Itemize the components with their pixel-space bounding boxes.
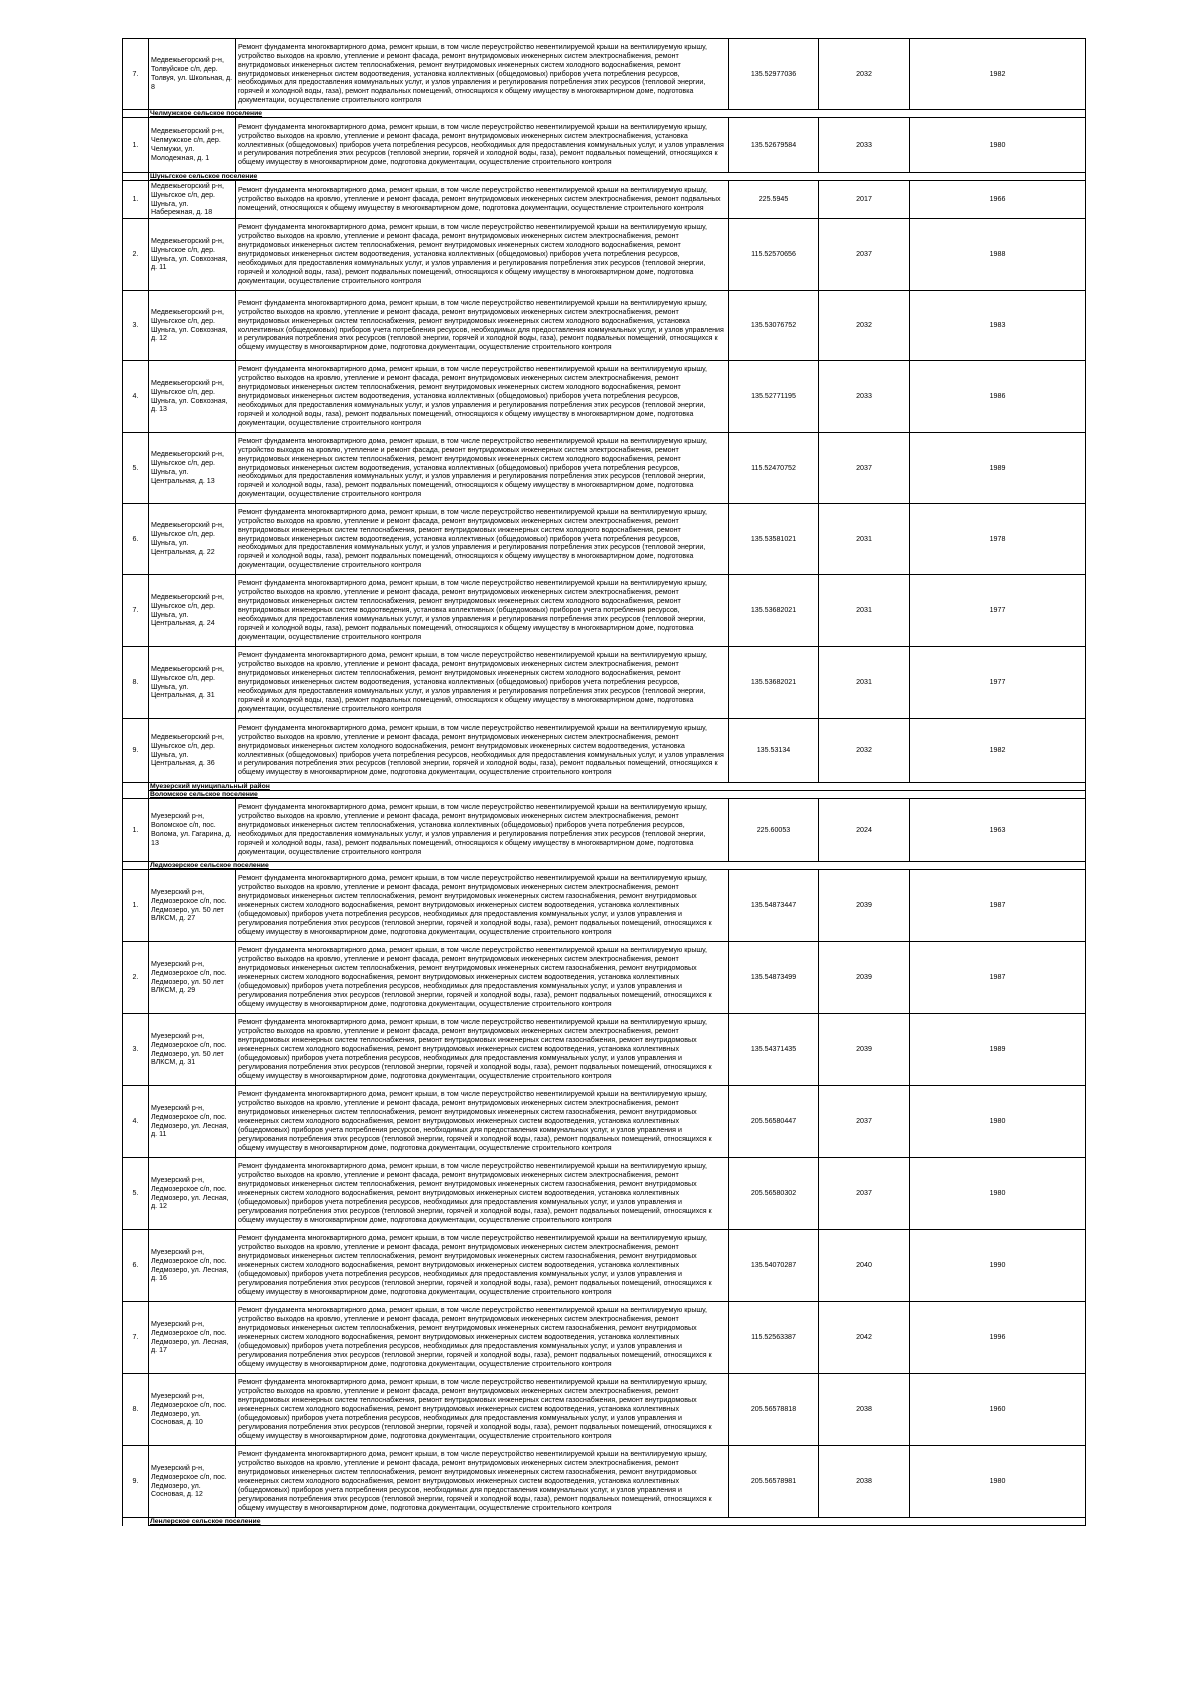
address-cell: Муезерский р-н, Ледмозерское с/п, пос. Ледмозеро, ул. Лесная, д. 12 [149, 1158, 236, 1230]
cost-cell: 225.60053 [729, 799, 819, 862]
planned-year-cell: 2033 [819, 118, 910, 173]
work-description-cell: Ремонт фундамента многоквартирного дома, ремонт крыши, в том числе переустройство невентилируемой крыши на вентилируемую крышу, устройство выходов на кровлю, утепление и ремонт фасада, ремонт внутридомовых инженерных систем электроснабжения, ремонт внутридомовых инженерных систем теплоснабжения, ремонт внутридомовых инженерных систем газоснабжения, ремонт внутридомовых инженерных систем холодного водоснабжения, ремонт внутридомовых инженерных систем водоотведения, установка коллективных (общедомовых) приборов учета потребления ресурсов, необходимых для предоставления коммунальных услуг, и узлов управления и регулирования потребления этих ресурсов (тепловой энергии, горячей и холодной воды, газа), ремонт подвальных помещений, относящихся к общему имуществу в многоквартирном доме, подготовка документации, осуществление строительного контроля [236, 1014, 729, 1086]
planned-year-cell: 2039 [819, 942, 910, 1014]
address-cell: Медвежьегорский р-н, Шуньгское с/п, дер. Шуньга, ул. Центральная, д. 31 [149, 647, 236, 719]
planned-year-cell: 2042 [819, 1302, 910, 1374]
build-year-cell: 1980 [910, 1086, 1086, 1158]
build-year-cell: 1989 [910, 1014, 1086, 1086]
work-description-cell: Ремонт фундамента многоквартирного дома, ремонт крыши, в том числе переустройство невентилируемой крыши на вентилируемую крышу, устройство выходов на кровлю, утепление и ремонт фасада, ремонт внутридомовых инженерных систем электроснабжения, ремонт внутридомовых инженерных систем теплоснабжения, ремонт внутридомовых инженерных систем холодного водоснабжения, установка коллективных (общедомовых) приборов учета потребления ресурсов, необходимых для предоставления коммунальных услуг, и узлов управления и регулирования потребления этих ресурсов (тепловой энергии, горячей и холодной воды, газа), ремонт подвальных помещений, относящихся к общему имуществу в многоквартирном доме, подготовка документации, осуществление строительного контроля [236, 291, 729, 361]
cost-cell: 135.53682021 [729, 575, 819, 647]
planned-year-cell: 2031 [819, 504, 910, 575]
cost-cell: 205.56578818 [729, 1374, 819, 1446]
build-year-cell: 1987 [910, 942, 1086, 1014]
table-row [123, 118, 1086, 173]
planned-year-cell: 2017 [819, 181, 910, 219]
cost-cell: 205.56578981 [729, 1446, 819, 1518]
table-row [123, 1014, 1086, 1086]
build-year-cell: 1996 [910, 1302, 1086, 1374]
address-cell: Медвежьегорский р-н, Шуньгское с/п, дер. Шуньга, ул. Центральная, д. 13 [149, 433, 236, 504]
address-cell: Медвежьегорский р-н, Шуньгское с/п, дер. Шуньга, ул. Совхозная, д. 11 [149, 219, 236, 291]
work-description-cell: Ремонт фундамента многоквартирного дома, ремонт крыши, в том числе переустройство невентилируемой крыши на вентилируемую крышу, устройство выходов на кровлю, утепление и ремонт фасада, ремонт внутридомовых инженерных систем электроснабжения, установка коллективных (общедомовых) приборов учета потребления ресурсов, необходимых для предоставления коммунальных услуг, и узлов управления и регулирования потребления этих ресурсов (тепловой энергии, горячей и холодной воды, газа), ремонт подвальных помещений, относящихся к общему имуществу в многоквартирном доме, подготовка документации, осуществление строительного контроля [236, 118, 729, 173]
row-number: 3. [123, 291, 149, 361]
cost-cell: 225.5945 [729, 181, 819, 219]
address-cell: Медвежьегорский р-н, Шуньгское с/п, дер. Шуньга, ул. Набережная, д. 18 [149, 181, 236, 219]
table-row [123, 219, 1086, 291]
work-description-cell: Ремонт фундамента многоквартирного дома, ремонт крыши, в том числе переустройство невентилируемой крыши на вентилируемую крышу, устройство выходов на кровлю, утепление и ремонт фасада, ремонт внутридомовых инженерных систем электроснабжения, ремонт внутридомовых инженерных систем холодного водоснабжения, ремонт внутридомовых инженерных систем водоотведения, установка коллективных (общедомовых) приборов учета потребления ресурсов, необходимых для предоставления коммунальных услуг, и узлов управления и регулирования потребления этих ресурсов (тепловой энергии, горячей и холодной воды, газа), ремонт подвальных помещений, относящихся к общему имуществу в многоквартирном доме, подготовка документации, осуществление строительного контроля [236, 719, 729, 783]
work-description-cell: Ремонт фундамента многоквартирного дома, ремонт крыши, в том числе переустройство невентилируемой крыши на вентилируемую крышу, устройство выходов на кровлю, утепление и ремонт фасада, ремонт внутридомовых инженерных систем электроснабжения, ремонт внутридомовых инженерных систем теплоснабжения, ремонт внутридомовых инженерных систем газоснабжения, ремонт внутридомовых инженерных систем холодного водоснабжения, ремонт внутридомовых инженерных систем водоотведения, установка коллективных (общедомовых) приборов учета потребления ресурсов, необходимых для предоставления коммунальных услуг, и узлов управления и регулирования потребления этих ресурсов (тепловой энергии, горячей и холодной воды, газа), ремонт подвальных помещений, относящихся к общему имуществу в многоквартирном доме, подготовка документации, осуществление строительного контроля [236, 1446, 729, 1518]
address-cell: Муезерский р-н, Ледмозерское с/п, пос. Ледмозеро, ул. Лесная, д. 16 [149, 1230, 236, 1302]
build-year-cell: 1988 [910, 219, 1086, 291]
cost-cell: 205.56580447 [729, 1086, 819, 1158]
section-spacer [123, 173, 149, 181]
row-number: 5. [123, 1158, 149, 1230]
work-description-cell: Ремонт фундамента многоквартирного дома, ремонт крыши, в том числе переустройство невентилируемой крыши на вентилируемую крышу, устройство выходов на кровлю, утепление и ремонт фасада, ремонт внутридомовых инженерных систем электроснабжения, ремонт внутридомовых инженерных систем теплоснабжения, ремонт внутридомовых инженерных систем газоснабжения, ремонт внутридомовых инженерных систем холодного водоснабжения, ремонт внутридомовых инженерных систем водоотведения, установка коллективных (общедомовых) приборов учета потребления ресурсов, необходимых для предоставления коммунальных услуг, и узлов управления и регулирования потребления этих ресурсов (тепловой энергии, горячей и холодной воды, газа), ремонт подвальных помещений, относящихся к общему имуществу в многоквартирном доме, подготовка документации, осуществление строительного контроля [236, 942, 729, 1014]
table-row [123, 1158, 1086, 1230]
row-number: 1. [123, 181, 149, 219]
table-row [123, 647, 1086, 719]
cost-cell: 115.52570656 [729, 219, 819, 291]
table-row [123, 942, 1086, 1014]
section-row [123, 862, 1086, 870]
table-row [123, 181, 1086, 219]
build-year-cell: 1989 [910, 433, 1086, 504]
table-row [123, 1374, 1086, 1446]
row-number: 1. [123, 118, 149, 173]
build-year-cell: 1977 [910, 647, 1086, 719]
table-row [123, 719, 1086, 783]
row-number: 7. [123, 39, 149, 110]
row-number: 4. [123, 361, 149, 433]
work-description-cell: Ремонт фундамента многоквартирного дома, ремонт крыши, в том числе переустройство невентилируемой крыши на вентилируемую крышу, устройство выходов на кровлю, утепление и ремонт фасада, ремонт внутридомовых инженерных систем электроснабжения, ремонт внутридомовых инженерных систем теплоснабжения, ремонт внутридомовых инженерных систем холодного водоснабжения, ремонт внутридомовых инженерных систем водоотведения, установка коллективных (общедомовых) приборов учета потребления ресурсов, необходимых для предоставления коммунальных услуг, и узлов управления и регулирования потребления этих ресурсов (тепловой энергии, горячей и холодной воды, газа), ремонт подвальных помещений, относящихся к общему имуществу в многоквартирном доме, подготовка документации, осуществление строительного контроля [236, 504, 729, 575]
address-cell: Медвежьегорский р-н, Шуньгское с/п, дер. Шуньга, ул. Центральная, д. 36 [149, 719, 236, 783]
row-number: 2. [123, 942, 149, 1014]
work-description-cell: Ремонт фундамента многоквартирного дома, ремонт крыши, в том числе переустройство невентилируемой крыши на вентилируемую крышу, устройство выходов на кровлю, утепление и ремонт фасада, ремонт внутридомовых инженерных систем электроснабжения, ремонт внутридомовых инженерных систем теплоснабжения, ремонт внутридомовых инженерных систем газоснабжения, ремонт внутридомовых инженерных систем холодного водоснабжения, ремонт внутридомовых инженерных систем водоотведения, установка коллективных (общедомовых) приборов учета потребления ресурсов, необходимых для предоставления коммунальных услуг, и узлов управления и регулирования потребления этих ресурсов (тепловой энергии, горячей и холодной воды, газа), ремонт подвальных помещений, относящихся к общему имуществу в многоквартирном доме, подготовка документации, осуществление строительного контроля [236, 870, 729, 942]
row-number: 9. [123, 719, 149, 783]
build-year-cell: 1963 [910, 799, 1086, 862]
section-spacer [123, 110, 149, 118]
planned-year-cell: 2032 [819, 719, 910, 783]
build-year-cell: 1966 [910, 181, 1086, 219]
section-row [123, 783, 1086, 791]
work-description-cell: Ремонт фундамента многоквартирного дома, ремонт крыши, в том числе переустройство невентилируемой крыши на вентилируемую крышу, устройство выходов на кровлю, утепление и ремонт фасада, ремонт внутридомовых инженерных систем электроснабжения, ремонт внутридомовых инженерных систем теплоснабжения, ремонт внутридомовых инженерных систем холодного водоснабжения, ремонт внутридомовых инженерных систем водоотведения, установка коллективных (общедомовых) приборов учета потребления ресурсов, необходимых для предоставления коммунальных услуг, и узлов управления и регулирования потребления этих ресурсов (тепловой энергии, горячей и холодной воды, газа), ремонт подвальных помещений, относящихся к общему имуществу в многоквартирном доме, подготовка документации, осуществление строительного контроля [236, 361, 729, 433]
section-heading: Муезерский муниципальный район [149, 783, 1086, 791]
table-row [123, 1302, 1086, 1374]
row-number: 1. [123, 799, 149, 862]
row-number: 8. [123, 647, 149, 719]
section-row [123, 110, 1086, 118]
row-number: 7. [123, 1302, 149, 1374]
cost-cell: 135.54873499 [729, 942, 819, 1014]
work-description-cell: Ремонт фундамента многоквартирного дома, ремонт крыши, в том числе переустройство невентилируемой крыши на вентилируемую крышу, устройство выходов на кровлю, утепление и ремонт фасада, ремонт внутридомовых инженерных систем электроснабжения, ремонт внутридомовых инженерных систем теплоснабжения, ремонт внутридомовых инженерных систем газоснабжения, ремонт внутридомовых инженерных систем холодного водоснабжения, ремонт внутридомовых инженерных систем водоотведения, установка коллективных (общедомовых) приборов учета потребления ресурсов, необходимых для предоставления коммунальных услуг, и узлов управления и регулирования потребления этих ресурсов (тепловой энергии, горячей и холодной воды, газа), ремонт подвальных помещений, относящихся к общему имуществу в многоквартирном доме, подготовка документации, осуществление строительного контроля [236, 1374, 729, 1446]
table-row [123, 1230, 1086, 1302]
address-cell: Медвежьегорский р-н, Шуньгское с/п, дер. Шуньга, ул. Центральная, д. 24 [149, 575, 236, 647]
address-cell: Муезерский р-н, Ледмозерское с/п, пос. Ледмозеро, ул. Сосновая, д. 10 [149, 1374, 236, 1446]
work-description-cell: Ремонт фундамента многоквартирного дома, ремонт крыши, в том числе переустройство невентилируемой крыши на вентилируемую крышу, устройство выходов на кровлю, утепление и ремонт фасада, ремонт внутридомовых инженерных систем электроснабжения, ремонт внутридомовых инженерных систем теплоснабжения, установка коллективных (общедомовых) приборов учета потребления ресурсов, необходимых для предоставления коммунальных услуг, и узлов управления и регулирования потребления этих ресурсов (тепловой энергии, горячей и холодной воды, газа), ремонт подвальных помещений, относящихся к общему имуществу в многоквартирном доме, подготовка документации, осуществление строительного контроля [236, 799, 729, 862]
table-row [123, 291, 1086, 361]
table-row [123, 504, 1086, 575]
section-heading: Воломское сельское поселение [149, 791, 1086, 799]
planned-year-cell: 2032 [819, 291, 910, 361]
planned-year-cell: 2038 [819, 1446, 910, 1518]
row-number: 7. [123, 575, 149, 647]
address-cell: Муезерский р-н, Ледмозерское с/п, пос. Ледмозеро, ул. Лесная, д. 17 [149, 1302, 236, 1374]
planned-year-cell: 2039 [819, 870, 910, 942]
address-cell: Муезерский р-н, Воломское с/п, пос. Волома, ул. Гагарина, д. 13 [149, 799, 236, 862]
section-heading: Шуньгское сельское поселение [149, 173, 1086, 181]
planned-year-cell: 2038 [819, 1374, 910, 1446]
planned-year-cell: 2037 [819, 433, 910, 504]
work-description-cell: Ремонт фундамента многоквартирного дома, ремонт крыши, в том числе переустройство невентилируемой крыши на вентилируемую крышу, устройство выходов на кровлю, утепление и ремонт фасада, ремонт внутридомовых инженерных систем электроснабжения, ремонт внутридомовых инженерных систем теплоснабжения, ремонт внутридомовых инженерных систем холодного водоснабжения, ремонт внутридомовых инженерных систем водоотведения, установка коллективных (общедомовых) приборов учета потребления ресурсов, необходимых для предоставления коммунальных услуг, и узлов управления и регулирования потребления этих ресурсов (тепловой энергии, горячей и холодной воды, газа), ремонт подвальных помещений, относящихся к общему имуществу в многоквартирном доме, подготовка документации, осуществление строительного контроля [236, 647, 729, 719]
table-row [123, 433, 1086, 504]
address-cell: Медвежьегорский р-н, Шуньгское с/п, дер. Шуньга, ул. Совхозная, д. 12 [149, 291, 236, 361]
address-cell: Муезерский р-н, Ледмозерское с/п, пос. Ледмозеро, ул. Сосновая, д. 12 [149, 1446, 236, 1518]
cost-cell: 135.53134 [729, 719, 819, 783]
row-number: 8. [123, 1374, 149, 1446]
planned-year-cell: 2037 [819, 1086, 910, 1158]
table-row [123, 575, 1086, 647]
document-page [122, 38, 1085, 1526]
planned-year-cell: 2037 [819, 1158, 910, 1230]
address-cell: Медвежьегорский р-н, Толвуйское с/п, дер. Толвуя, ул. Школьная, д. 8 [149, 39, 236, 110]
work-description-cell: Ремонт фундамента многоквартирного дома, ремонт крыши, в том числе переустройство невентилируемой крыши на вентилируемую крышу, устройство выходов на кровлю, утепление и ремонт фасада, ремонт внутридомовых инженерных систем электроснабжения, ремонт внутридомовых инженерных систем теплоснабжения, ремонт внутридомовых инженерных систем холодного водоснабжения, ремонт внутридомовых инженерных систем водоотведения, установка коллективных (общедомовых) приборов учета потребления ресурсов, необходимых для предоставления коммунальных услуг, и узлов управления и регулирования потребления этих ресурсов (тепловой энергии, горячей и холодной воды, газа), ремонт подвальных помещений, относящихся к общему имуществу в многоквартирном доме, подготовка документации, осуществление строительного контроля [236, 575, 729, 647]
planned-year-cell: 2031 [819, 647, 910, 719]
table-row [123, 361, 1086, 433]
planned-year-cell: 2032 [819, 39, 910, 110]
build-year-cell: 1986 [910, 361, 1086, 433]
build-year-cell: 1980 [910, 1446, 1086, 1518]
cost-cell: 135.53076752 [729, 291, 819, 361]
cost-cell: 135.52679584 [729, 118, 819, 173]
planned-year-cell: 2039 [819, 1014, 910, 1086]
planned-year-cell: 2024 [819, 799, 910, 862]
work-description-cell: Ремонт фундамента многоквартирного дома, ремонт крыши, в том числе переустройство невентилируемой крыши на вентилируемую крышу, устройство выходов на кровлю, утепление и ремонт фасада, ремонт внутридомовых инженерных систем электроснабжения, ремонт внутридомовых инженерных систем теплоснабжения, ремонт внутридомовых инженерных систем холодного водоснабжения, ремонт внутридомовых инженерных систем водоотведения, установка коллективных (общедомовых) приборов учета потребления ресурсов, необходимых для предоставления коммунальных услуг, и узлов управления и регулирования потребления этих ресурсов (тепловой энергии, горячей и холодной воды, газа), ремонт подвальных помещений, относящихся к общему имуществу в многоквартирном доме, подготовка документации, осуществление строительного контроля [236, 219, 729, 291]
row-number: 6. [123, 504, 149, 575]
planned-year-cell: 2031 [819, 575, 910, 647]
row-number: 4. [123, 1086, 149, 1158]
cost-cell: 115.52563387 [729, 1302, 819, 1374]
address-cell: Муезерский р-н, Ледмозерское с/п, пос. Ледмозеро, ул. 50 лет ВЛКСМ, д. 31 [149, 1014, 236, 1086]
address-cell: Муезерский р-н, Ледмозерское с/п, пос. Ледмозеро, ул. 50 лет ВЛКСМ, д. 27 [149, 870, 236, 942]
cost-cell: 115.52470752 [729, 433, 819, 504]
build-year-cell: 1982 [910, 719, 1086, 783]
section-row [123, 1518, 1086, 1526]
table-row [123, 1086, 1086, 1158]
section-spacer [123, 862, 149, 870]
cost-cell: 135.54070287 [729, 1230, 819, 1302]
address-cell: Медвежьегорский р-н, Шуньгское с/п, дер. Шуньга, ул. Совхозная, д. 13 [149, 361, 236, 433]
build-year-cell: 1980 [910, 118, 1086, 173]
cost-cell: 135.54371435 [729, 1014, 819, 1086]
build-year-cell: 1977 [910, 575, 1086, 647]
build-year-cell: 1978 [910, 504, 1086, 575]
work-description-cell: Ремонт фундамента многоквартирного дома, ремонт крыши, в том числе переустройство невентилируемой крыши на вентилируемую крышу, устройство выходов на кровлю, утепление и ремонт фасада, ремонт внутридомовых инженерных систем электроснабжения, ремонт внутридомовых инженерных систем теплоснабжения, ремонт внутридомовых инженерных систем газоснабжения, ремонт внутридомовых инженерных систем холодного водоснабжения, ремонт внутридомовых инженерных систем водоотведения, установка коллективных (общедомовых) приборов учета потребления ресурсов, необходимых для предоставления коммунальных услуг, и узлов управления и регулирования потребления этих ресурсов (тепловой энергии, горячей и холодной воды, газа), ремонт подвальных помещений, относящихся к общему имуществу в многоквартирном доме, подготовка документации, осуществление строительного контроля [236, 1086, 729, 1158]
work-description-cell: Ремонт фундамента многоквартирного дома, ремонт крыши, в том числе переустройство невентилируемой крыши на вентилируемую крышу, устройство выходов на кровлю, утепление и ремонт фасада, ремонт внутридомовых инженерных систем электроснабжения, ремонт внутридомовых инженерных систем теплоснабжения, ремонт внутридомовых инженерных систем холодного водоснабжения, ремонт внутридомовых инженерных систем водоотведения, установка коллективных (общедомовых) приборов учета потребления ресурсов, необходимых для предоставления коммунальных услуг, и узлов управления и регулирования потребления этих ресурсов (тепловой энергии, горячей и холодной воды, газа), ремонт подвальных помещений, относящихся к общему имуществу в многоквартирном доме, подготовка документации, осуществление строительного контроля [236, 39, 729, 110]
table-row [123, 870, 1086, 942]
row-number: 1. [123, 870, 149, 942]
table-row [123, 39, 1086, 110]
planned-year-cell: 2033 [819, 361, 910, 433]
section-spacer [123, 783, 149, 791]
build-year-cell: 1987 [910, 870, 1086, 942]
build-year-cell: 1982 [910, 39, 1086, 110]
section-heading: Челмужское сельское поселение [149, 110, 1086, 118]
address-cell: Муезерский р-н, Ледмозерское с/п, пос. Ледмозеро, ул. 50 лет ВЛКСМ, д. 29 [149, 942, 236, 1014]
planned-year-cell: 2037 [819, 219, 910, 291]
build-year-cell: 1980 [910, 1158, 1086, 1230]
cost-cell: 135.54873447 [729, 870, 819, 942]
build-year-cell: 1990 [910, 1230, 1086, 1302]
row-number: 3. [123, 1014, 149, 1086]
cost-cell: 135.52771195 [729, 361, 819, 433]
address-cell: Муезерский р-н, Ледмозерское с/п, пос. Ледмозеро, ул. Лесная, д. 11 [149, 1086, 236, 1158]
work-description-cell: Ремонт фундамента многоквартирного дома, ремонт крыши, в том числе переустройство невентилируемой крыши на вентилируемую крышу, устройство выходов на кровлю, утепление и ремонт фасада, ремонт внутридомовых инженерных систем электроснабжения, ремонт подвальных помещений, относящихся к общему имуществу в многоквартирном доме, подготовка документации, осуществление строительного контроля [236, 181, 729, 219]
work-description-cell: Ремонт фундамента многоквартирного дома, ремонт крыши, в том числе переустройство невентилируемой крыши на вентилируемую крышу, устройство выходов на кровлю, утепление и ремонт фасада, ремонт внутридомовых инженерных систем электроснабжения, ремонт внутридомовых инженерных систем теплоснабжения, ремонт внутридомовых инженерных систем газоснабжения, ремонт внутридомовых инженерных систем холодного водоснабжения, ремонт внутридомовых инженерных систем водоотведения, установка коллективных (общедомовых) приборов учета потребления ресурсов, необходимых для предоставления коммунальных услуг, и узлов управления и регулирования потребления этих ресурсов (тепловой энергии, горячей и холодной воды, газа), ремонт подвальных помещений, относящихся к общему имуществу в многоквартирном доме, подготовка документации, осуществление строительного контроля [236, 1158, 729, 1230]
build-year-cell: 1960 [910, 1374, 1086, 1446]
address-cell: Медвежьегорский р-н, Челмужское с/п, дер. Челмужи, ул. Молодежная, д. 1 [149, 118, 236, 173]
cost-cell: 205.56580302 [729, 1158, 819, 1230]
work-description-cell: Ремонт фундамента многоквартирного дома, ремонт крыши, в том числе переустройство невентилируемой крыши на вентилируемую крышу, устройство выходов на кровлю, утепление и ремонт фасада, ремонт внутридомовых инженерных систем электроснабжения, ремонт внутридомовых инженерных систем теплоснабжения, ремонт внутридомовых инженерных систем холодного водоснабжения, ремонт внутридомовых инженерных систем водоотведения, установка коллективных (общедомовых) приборов учета потребления ресурсов, необходимых для предоставления коммунальных услуг, и узлов управления и регулирования потребления этих ресурсов (тепловой энергии, горячей и холодной воды, газа), ремонт подвальных помещений, относящихся к общему имуществу в многоквартирном доме, подготовка документации, осуществление строительного контроля [236, 433, 729, 504]
work-description-cell: Ремонт фундамента многоквартирного дома, ремонт крыши, в том числе переустройство невентилируемой крыши на вентилируемую крышу, устройство выходов на кровлю, утепление и ремонт фасада, ремонт внутридомовых инженерных систем электроснабжения, ремонт внутридомовых инженерных систем теплоснабжения, ремонт внутридомовых инженерных систем газоснабжения, ремонт внутридомовых инженерных систем холодного водоснабжения, ремонт внутридомовых инженерных систем водоотведения, установка коллективных (общедомовых) приборов учета потребления ресурсов, необходимых для предоставления коммунальных услуг, и узлов управления и регулирования потребления этих ресурсов (тепловой энергии, горячей и холодной воды, газа), ремонт подвальных помещений, относящихся к общему имуществу в многоквартирном доме, подготовка документации, осуществление строительного контроля [236, 1302, 729, 1374]
section-spacer [123, 1518, 149, 1526]
cost-cell: 135.52977036 [729, 39, 819, 110]
build-year-cell: 1983 [910, 291, 1086, 361]
section-heading: Ледмозерское сельское поселение [149, 862, 1086, 870]
table-row [123, 799, 1086, 862]
row-number: 6. [123, 1230, 149, 1302]
section-spacer [123, 791, 149, 799]
table-row [123, 1446, 1086, 1518]
cost-cell: 135.53682021 [729, 647, 819, 719]
section-row [123, 791, 1086, 799]
row-number: 5. [123, 433, 149, 504]
address-cell: Медвежьегорский р-н, Шуньгское с/п, дер. Шуньга, ул. Центральная, д. 22 [149, 504, 236, 575]
capital-repair-table [122, 38, 1086, 1526]
planned-year-cell: 2040 [819, 1230, 910, 1302]
row-number: 9. [123, 1446, 149, 1518]
section-heading: Ленлерское сельское поселение [149, 1518, 1086, 1526]
cost-cell: 135.53581021 [729, 504, 819, 575]
row-number: 2. [123, 219, 149, 291]
work-description-cell: Ремонт фундамента многоквартирного дома, ремонт крыши, в том числе переустройство невентилируемой крыши на вентилируемую крышу, устройство выходов на кровлю, утепление и ремонт фасада, ремонт внутридомовых инженерных систем электроснабжения, ремонт внутридомовых инженерных систем теплоснабжения, ремонт внутридомовых инженерных систем газоснабжения, ремонт внутридомовых инженерных систем холодного водоснабжения, ремонт внутридомовых инженерных систем водоотведения, установка коллективных (общедомовых) приборов учета потребления ресурсов, необходимых для предоставления коммунальных услуг, и узлов управления и регулирования потребления этих ресурсов (тепловой энергии, горячей и холодной воды, газа), ремонт подвальных помещений, относящихся к общему имуществу в многоквартирном доме, подготовка документации, осуществление строительного контроля [236, 1230, 729, 1302]
section-row [123, 173, 1086, 181]
